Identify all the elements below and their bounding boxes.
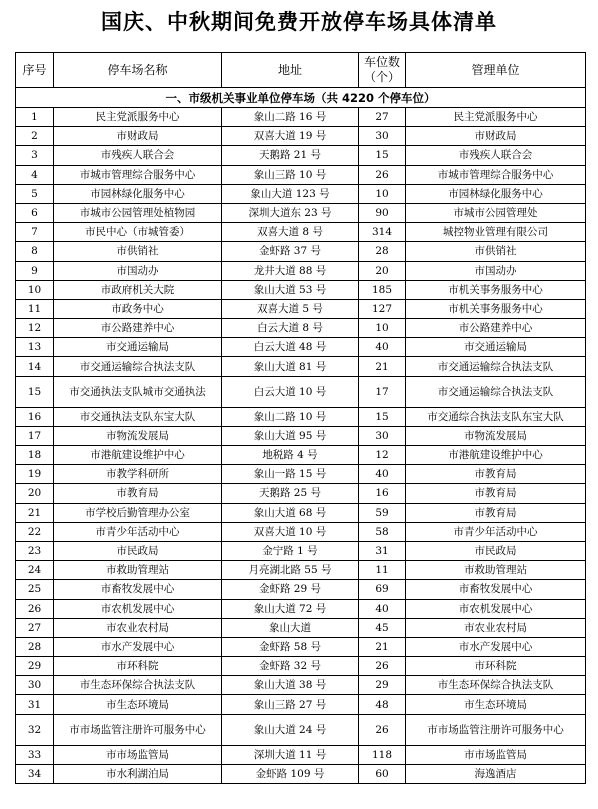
cell-manager: 市交通运输局 xyxy=(406,338,586,357)
cell-address: 深圳大道 11 号 xyxy=(222,745,359,764)
cell-manager: 市供销社 xyxy=(406,242,586,261)
cell-address: 金宁路 1 号 xyxy=(222,541,359,560)
table-row xyxy=(16,127,586,146)
cell-name: 市水产发展中心 xyxy=(54,637,222,656)
cell-address: 象山大道 24 号 xyxy=(222,714,359,745)
table-row xyxy=(16,203,586,222)
table-row xyxy=(16,503,586,522)
cell-name: 市市场监管注册许可服务中心 xyxy=(54,714,222,745)
cell-index: 2 xyxy=(16,127,54,146)
cell-name: 市民政局 xyxy=(54,541,222,560)
cell-manager: 市残疾人联合会 xyxy=(406,146,586,165)
cell-spaces: 26 xyxy=(359,714,406,745)
cell-index: 29 xyxy=(16,657,54,676)
cell-spaces: 127 xyxy=(359,299,406,318)
cell-manager: 市农机发展中心 xyxy=(406,599,586,618)
table-row xyxy=(16,108,586,127)
table-row xyxy=(16,280,586,299)
table-row xyxy=(16,319,586,338)
table-row xyxy=(16,357,586,376)
cell-index: 20 xyxy=(16,484,54,503)
table-row xyxy=(16,146,586,165)
cell-address: 象山大道 81 号 xyxy=(222,357,359,376)
cell-index: 5 xyxy=(16,184,54,203)
cell-spaces: 20 xyxy=(359,261,406,280)
cell-spaces: 15 xyxy=(359,407,406,426)
table-row xyxy=(16,541,586,560)
cell-manager: 市机关事务服务中心 xyxy=(406,280,586,299)
cell-name: 市畜牧发展中心 xyxy=(54,580,222,599)
parking-lot-table xyxy=(15,52,586,784)
table-row xyxy=(16,714,586,745)
cell-manager: 市港航建设维护中心 xyxy=(406,446,586,465)
table-row xyxy=(16,376,586,407)
cell-name: 市国动办 xyxy=(54,261,222,280)
header-spaces: 车位数（个） xyxy=(359,53,406,88)
cell-name: 市交通运输综合执法支队 xyxy=(54,357,222,376)
cell-name: 市生态环保综合执法支队 xyxy=(54,676,222,695)
cell-name: 市教学科研所 xyxy=(54,465,222,484)
header-manager: 管理单位 xyxy=(406,53,586,88)
cell-spaces: 314 xyxy=(359,223,406,242)
table-row xyxy=(16,580,586,599)
cell-address: 双喜大道 8 号 xyxy=(222,223,359,242)
cell-manager: 海逸酒店 xyxy=(406,764,586,783)
cell-index: 4 xyxy=(16,165,54,184)
cell-spaces: 40 xyxy=(359,338,406,357)
cell-manager: 市市场监管注册许可服务中心 xyxy=(406,714,586,745)
cell-index: 28 xyxy=(16,637,54,656)
cell-name: 市财政局 xyxy=(54,127,222,146)
cell-spaces: 10 xyxy=(359,319,406,338)
cell-spaces: 17 xyxy=(359,376,406,407)
cell-address: 象山一路 15 号 xyxy=(222,465,359,484)
cell-address: 象山二路 10 号 xyxy=(222,407,359,426)
cell-address: 双喜大道 19 号 xyxy=(222,127,359,146)
cell-index: 24 xyxy=(16,561,54,580)
table-row xyxy=(16,657,586,676)
cell-index: 16 xyxy=(16,407,54,426)
cell-name: 市港航建设维护中心 xyxy=(54,446,222,465)
cell-index: 3 xyxy=(16,146,54,165)
header-index: 序号 xyxy=(16,53,54,88)
table-row xyxy=(16,695,586,714)
cell-manager: 市物流发展局 xyxy=(406,426,586,445)
cell-name: 市残疾人联合会 xyxy=(54,146,222,165)
cell-manager: 民主党派服务中心 xyxy=(406,108,586,127)
table-row xyxy=(16,165,586,184)
cell-index: 1 xyxy=(16,108,54,127)
cell-name: 市学校后勤管理办公室 xyxy=(54,503,222,522)
table-row xyxy=(16,184,586,203)
cell-name: 市交通执法支队城市交通执法 xyxy=(54,376,222,407)
cell-manager: 市财政局 xyxy=(406,127,586,146)
cell-address: 象山大道 72 号 xyxy=(222,599,359,618)
cell-index: 10 xyxy=(16,280,54,299)
cell-manager: 市教育局 xyxy=(406,503,586,522)
cell-index: 32 xyxy=(16,714,54,745)
cell-name: 市园林绿化服务中心 xyxy=(54,184,222,203)
cell-index: 23 xyxy=(16,541,54,560)
cell-manager: 市青少年活动中心 xyxy=(406,522,586,541)
cell-address: 金虾路 32 号 xyxy=(222,657,359,676)
cell-address: 金虾路 109 号 xyxy=(222,764,359,783)
cell-index: 15 xyxy=(16,376,54,407)
cell-address: 象山大道 68 号 xyxy=(222,503,359,522)
cell-name: 市教育局 xyxy=(54,484,222,503)
cell-index: 22 xyxy=(16,522,54,541)
cell-name: 市交通运输局 xyxy=(54,338,222,357)
cell-index: 8 xyxy=(16,242,54,261)
cell-name: 市青少年活动中心 xyxy=(54,522,222,541)
cell-address: 双喜大道 10 号 xyxy=(222,522,359,541)
table-header-row xyxy=(16,53,586,88)
cell-name: 市政务中心 xyxy=(54,299,222,318)
cell-address: 金虾路 29 号 xyxy=(222,580,359,599)
cell-address: 象山大道 53 号 xyxy=(222,280,359,299)
cell-spaces: 12 xyxy=(359,446,406,465)
cell-index: 12 xyxy=(16,319,54,338)
table-row xyxy=(16,426,586,445)
cell-spaces: 26 xyxy=(359,165,406,184)
cell-index: 17 xyxy=(16,426,54,445)
table-row xyxy=(16,745,586,764)
header-name: 停车场名称 xyxy=(54,53,222,88)
cell-spaces: 30 xyxy=(359,426,406,445)
table-row xyxy=(16,484,586,503)
cell-address: 深圳大道东 23 号 xyxy=(222,203,359,222)
cell-index: 27 xyxy=(16,618,54,637)
cell-index: 30 xyxy=(16,676,54,695)
cell-spaces: 45 xyxy=(359,618,406,637)
cell-manager: 市交通运输综合执法支队 xyxy=(406,357,586,376)
cell-name: 民主党派服务中心 xyxy=(54,108,222,127)
table-row xyxy=(16,465,586,484)
cell-address: 地税路 4 号 xyxy=(222,446,359,465)
cell-name: 市城市公园管理处植物园 xyxy=(54,203,222,222)
cell-spaces: 10 xyxy=(359,184,406,203)
cell-manager: 市公路建养中心 xyxy=(406,319,586,338)
cell-name: 市环科院 xyxy=(54,657,222,676)
cell-spaces: 40 xyxy=(359,599,406,618)
cell-spaces: 16 xyxy=(359,484,406,503)
table-row xyxy=(16,242,586,261)
cell-spaces: 90 xyxy=(359,203,406,222)
table-row xyxy=(16,637,586,656)
cell-address: 象山三路 27 号 xyxy=(222,695,359,714)
cell-address: 金虾路 58 号 xyxy=(222,637,359,656)
cell-manager: 市交通综合执法支队东宝大队 xyxy=(406,407,586,426)
cell-spaces: 27 xyxy=(359,108,406,127)
cell-name: 市物流发展局 xyxy=(54,426,222,445)
cell-manager: 市教育局 xyxy=(406,465,586,484)
cell-manager: 市城市公园管理处 xyxy=(406,203,586,222)
cell-name: 市农机发展中心 xyxy=(54,599,222,618)
cell-spaces: 60 xyxy=(359,764,406,783)
cell-manager: 市教育局 xyxy=(406,484,586,503)
cell-address: 双喜大道 5 号 xyxy=(222,299,359,318)
cell-index: 11 xyxy=(16,299,54,318)
cell-address: 象山大道 95 号 xyxy=(222,426,359,445)
table-row xyxy=(16,299,586,318)
cell-name: 市供销社 xyxy=(54,242,222,261)
table-row xyxy=(16,446,586,465)
cell-spaces: 31 xyxy=(359,541,406,560)
section-title: 一、市级机关事业单位停车场（共 4220 个停车位） xyxy=(16,88,586,108)
cell-manager: 市生态环境局 xyxy=(406,695,586,714)
cell-address: 象山二路 16 号 xyxy=(222,108,359,127)
cell-name: 市民中心（市城管委） xyxy=(54,223,222,242)
cell-spaces: 11 xyxy=(359,561,406,580)
cell-manager: 市水产发展中心 xyxy=(406,637,586,656)
cell-spaces: 21 xyxy=(359,357,406,376)
cell-index: 6 xyxy=(16,203,54,222)
cell-address: 天鹅路 25 号 xyxy=(222,484,359,503)
cell-spaces: 118 xyxy=(359,745,406,764)
cell-spaces: 15 xyxy=(359,146,406,165)
cell-index: 34 xyxy=(16,764,54,783)
cell-index: 13 xyxy=(16,338,54,357)
cell-name: 市公路建养中心 xyxy=(54,319,222,338)
table-row xyxy=(16,522,586,541)
cell-spaces: 69 xyxy=(359,580,406,599)
cell-address: 白云大道 10 号 xyxy=(222,376,359,407)
cell-manager: 市环科院 xyxy=(406,657,586,676)
cell-index: 14 xyxy=(16,357,54,376)
cell-manager: 市城市管理综合服务中心 xyxy=(406,165,586,184)
cell-index: 7 xyxy=(16,223,54,242)
table-row xyxy=(16,599,586,618)
table-row xyxy=(16,618,586,637)
cell-name: 市水利湖泊局 xyxy=(54,764,222,783)
cell-manager: 市农业农村局 xyxy=(406,618,586,637)
cell-address: 金虾路 37 号 xyxy=(222,242,359,261)
cell-address: 白云大道 48 号 xyxy=(222,338,359,357)
cell-index: 31 xyxy=(16,695,54,714)
table-row xyxy=(16,561,586,580)
cell-name: 市市场监管局 xyxy=(54,745,222,764)
cell-manager: 市生态环保综合执法支队 xyxy=(406,676,586,695)
table-row xyxy=(16,764,586,783)
cell-spaces: 30 xyxy=(359,127,406,146)
cell-spaces: 21 xyxy=(359,637,406,656)
cell-spaces: 29 xyxy=(359,676,406,695)
section-row xyxy=(16,88,586,108)
cell-index: 33 xyxy=(16,745,54,764)
cell-name: 市政府机关大院 xyxy=(54,280,222,299)
table-row xyxy=(16,223,586,242)
cell-spaces: 40 xyxy=(359,465,406,484)
cell-name: 市救助管理站 xyxy=(54,561,222,580)
cell-name: 市农业农村局 xyxy=(54,618,222,637)
cell-manager: 城控物业管理有限公司 xyxy=(406,223,586,242)
cell-address: 月亮湖北路 55 号 xyxy=(222,561,359,580)
cell-manager: 市交通运输综合执法支队 xyxy=(406,376,586,407)
header-address: 地址 xyxy=(222,53,359,88)
cell-name: 市交通执法支队东宝大队 xyxy=(54,407,222,426)
cell-address: 象山三路 10 号 xyxy=(222,165,359,184)
cell-index: 19 xyxy=(16,465,54,484)
cell-name: 市城市管理综合服务中心 xyxy=(54,165,222,184)
cell-index: 9 xyxy=(16,261,54,280)
cell-address: 象山大道 xyxy=(222,618,359,637)
cell-address: 龙井大道 88 号 xyxy=(222,261,359,280)
cell-address: 象山大道 38 号 xyxy=(222,676,359,695)
cell-index: 18 xyxy=(16,446,54,465)
cell-manager: 市机关事务服务中心 xyxy=(406,299,586,318)
cell-manager: 市国动办 xyxy=(406,261,586,280)
cell-address: 象山大道 123 号 xyxy=(222,184,359,203)
cell-index: 21 xyxy=(16,503,54,522)
table-row xyxy=(16,338,586,357)
cell-name: 市生态环境局 xyxy=(54,695,222,714)
cell-spaces: 28 xyxy=(359,242,406,261)
cell-manager: 市市场监管局 xyxy=(406,745,586,764)
cell-manager: 市民政局 xyxy=(406,541,586,560)
cell-index: 26 xyxy=(16,599,54,618)
cell-spaces: 59 xyxy=(359,503,406,522)
cell-spaces: 185 xyxy=(359,280,406,299)
cell-spaces: 26 xyxy=(359,657,406,676)
cell-index: 25 xyxy=(16,580,54,599)
cell-manager: 市畜牧发展中心 xyxy=(406,580,586,599)
cell-spaces: 48 xyxy=(359,695,406,714)
cell-address: 天鹅路 21 号 xyxy=(222,146,359,165)
document-title: 国庆、中秋期间免费开放停车场具体清单 xyxy=(101,10,497,34)
table-row xyxy=(16,676,586,695)
cell-manager: 市园林绿化服务中心 xyxy=(406,184,586,203)
cell-manager: 市救助管理站 xyxy=(406,561,586,580)
table-row xyxy=(16,261,586,280)
table-row xyxy=(16,407,586,426)
cell-address: 白云大道 8 号 xyxy=(222,319,359,338)
cell-spaces: 58 xyxy=(359,522,406,541)
